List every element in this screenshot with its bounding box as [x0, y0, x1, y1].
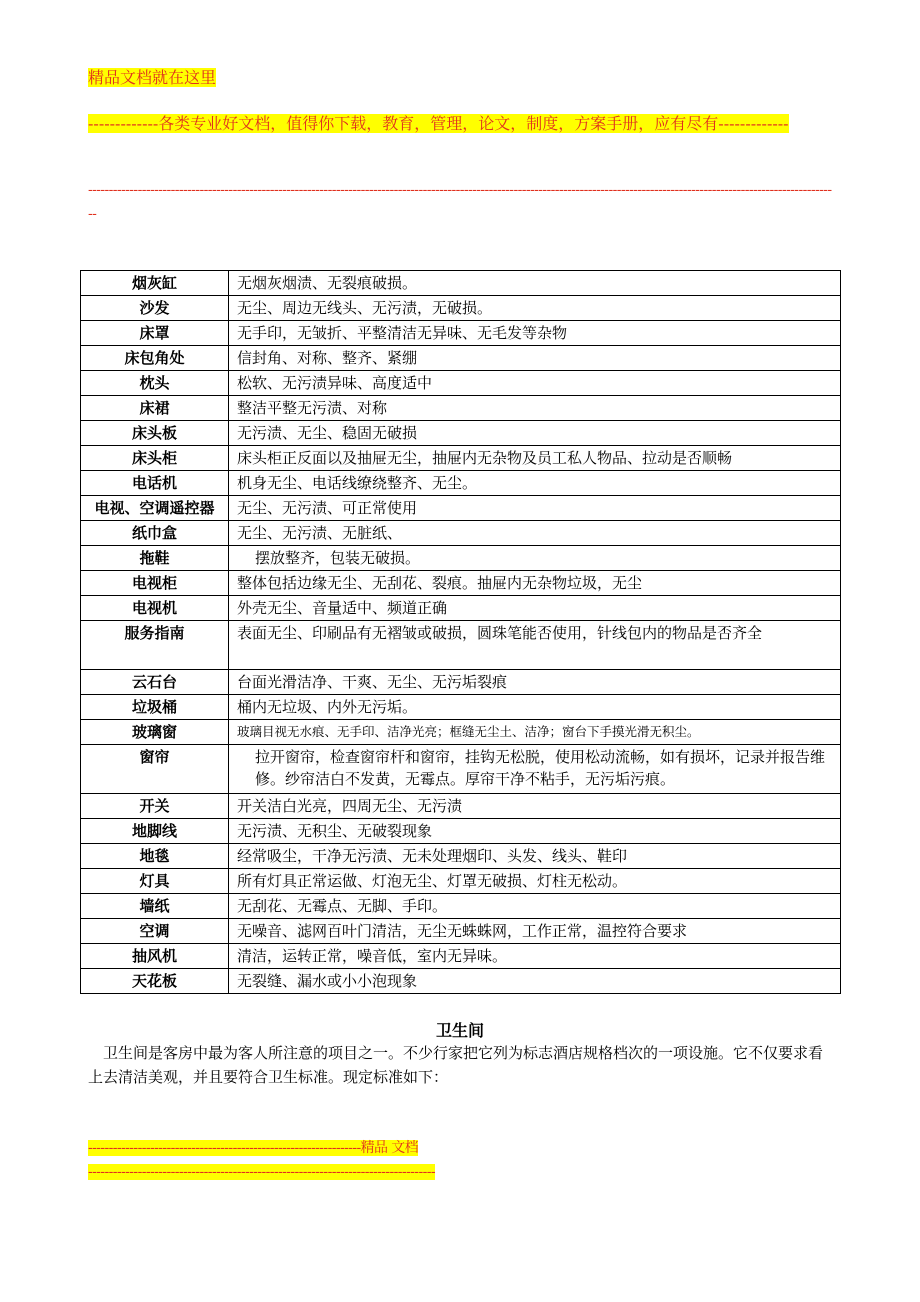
table-cell-item: 电视、空调遥控器: [81, 496, 229, 521]
table-cell-item: 窗帘: [81, 745, 229, 794]
table-row: [81, 894, 841, 919]
table-cell-standard: 床头柜正反面以及抽屉无尘，抽屉内无杂物及员工私人物品、拉动是否顺畅: [229, 446, 841, 471]
table-cell-standard: 经常吸尘，干净无污渍、无未处理烟印、头发、线头、鞋印: [229, 844, 841, 869]
table-cell-item: 抽风机: [81, 944, 229, 969]
table-cell-standard: 无尘、无污渍、无脏纸、: [229, 521, 841, 546]
table-cell-standard: 桶内无垃圾、内外无污垢。: [229, 695, 841, 720]
table-row: [81, 745, 841, 794]
table-cell-item: 枕头: [81, 371, 229, 396]
table-row: [81, 720, 841, 745]
table-cell-item: 床头柜: [81, 446, 229, 471]
table-cell-standard: 清洁，运转正常，噪音低，室内无异味。: [229, 944, 841, 969]
table-cell-standard: 所有灯具正常运做、灯泡无尘、灯罩无破损、灯柱无松动。: [229, 869, 841, 894]
table-cell-item: 电视柜: [81, 571, 229, 596]
table-row: [81, 396, 841, 421]
table-cell-item: 天花板: [81, 969, 229, 994]
table-row: [81, 919, 841, 944]
table-cell-item: 拖鞋: [81, 546, 229, 571]
table-cell-standard: 开关洁白光亮，四周无尘、无污渍: [229, 794, 841, 819]
table-cell-item: 电话机: [81, 471, 229, 496]
header-tagline-text: -------------各类专业好文档，值得你下载，教育，管理，论文，制度，方案手册，应有尽有-------------: [88, 114, 789, 133]
table-cell-standard: 无污渍、无尘、稳固无破损: [229, 421, 841, 446]
table-cell-item: 床包角处: [81, 346, 229, 371]
table-cell-item: 床头板: [81, 421, 229, 446]
table-cell-item: 空调: [81, 919, 229, 944]
table-row: [81, 271, 841, 296]
table-cell-standard: 无手印，无皱折、平整清洁无异味、无毛发等杂物: [229, 321, 841, 346]
table-cell-standard: 松软、无污渍异味、高度适中: [229, 371, 841, 396]
table-row: [81, 844, 841, 869]
table-cell-standard: 无烟灰烟渍、无裂痕破损。: [229, 271, 841, 296]
table-row: [81, 296, 841, 321]
table-cell-standard: 整洁平整无污渍、对称: [229, 396, 841, 421]
header-dash-divider: --------------------------------------------------------------------------------------------------------------------------------------------------------------------------------------: [88, 182, 832, 222]
table-cell-item: 纸巾盒: [81, 521, 229, 546]
table-cell-item: 电视机: [81, 596, 229, 621]
table-row: [81, 446, 841, 471]
table-cell-standard: 无尘、周边无线头、无污渍，无破损。: [229, 296, 841, 321]
table-row: [81, 869, 841, 894]
table-row: [81, 346, 841, 371]
table-cell-item: 玻璃窗: [81, 720, 229, 745]
table-row: [81, 571, 841, 596]
table-row: [81, 670, 841, 695]
table-row: [81, 421, 841, 446]
table-cell-standard: 机身无尘、电话线缭绕整齐、无尘。: [229, 471, 841, 496]
table-row: [81, 621, 841, 670]
footer-line-2: ------------------------------------------------------------------------------------: [88, 1164, 435, 1180]
table-row: [81, 695, 841, 720]
header-banner-title: [88, 67, 216, 89]
table-cell-item: 墙纸: [81, 894, 229, 919]
table-row: [81, 496, 841, 521]
table-cell-standard: 信封角、对称、整齐、紧绷: [229, 346, 841, 371]
table-row: [81, 819, 841, 844]
table-row: [81, 596, 841, 621]
table-row: [81, 321, 841, 346]
table-cell-standard: 外壳无尘、音量适中、频道正确: [229, 596, 841, 621]
table-cell-standard: 无尘、无污渍、可正常使用: [229, 496, 841, 521]
table-cell-item: 开关: [81, 794, 229, 819]
section-paragraph: 卫生间是客房中最为客人所注意的项目之一。不少行家把它列为标志酒店规格档次的一项设施。它不仅要求看上去清洁美观，并且要符合卫生标准。现定标准如下：: [88, 1044, 824, 1086]
table-cell-item: 服务指南: [81, 621, 229, 670]
table-cell-item: 沙发: [81, 296, 229, 321]
table-cell-standard: 无污渍、无积尘、无破裂现象: [229, 819, 841, 844]
footer-line-1: ------------------------------------------------------------------精品 文档: [88, 1140, 419, 1156]
table-cell-standard: 无噪音、滤网百叶门清洁，无尘无蛛蛛网，工作正常，温控符合要求: [229, 919, 841, 944]
table-cell-item: 床罩: [81, 321, 229, 346]
table-cell-standard: 玻璃目视无水痕、无手印、洁净光亮；框缝无尘土、洁净；窗台下手摸光滑无积尘。: [229, 720, 841, 745]
table-cell-standard: 台面光滑洁净、干爽、无尘、无污垢裂痕: [229, 670, 841, 695]
table-cell-item: 烟灰缸: [81, 271, 229, 296]
footer-banner: [88, 1136, 728, 1184]
table-row: [81, 969, 841, 994]
table-row: [81, 371, 841, 396]
table-cell-standard: 整体包括边缘无尘、无刮花、裂痕。抽屉内无杂物垃圾，无尘: [229, 571, 841, 596]
table-cell-standard: 表面无尘、印刷品有无褶皱或破损，圆珠笔能否使用，针线包内的物品是否齐全: [229, 621, 841, 670]
table-cell-item: 床裙: [81, 396, 229, 421]
table-cell-item: 地毯: [81, 844, 229, 869]
cleaning-standards-table: [80, 270, 841, 994]
table-cell-standard: 摆放整齐，包装无破损。: [229, 546, 841, 571]
table-cell-item: 灯具: [81, 869, 229, 894]
section-title: 卫生间: [435, 1021, 484, 1040]
table-row: [81, 471, 841, 496]
table-cell-item: 地脚线: [81, 819, 229, 844]
header-title-text: 精品文档就在这里: [88, 68, 217, 87]
table-row: [81, 944, 841, 969]
standards-table-body: [81, 271, 841, 994]
table-cell-item: 云石台: [81, 670, 229, 695]
table-cell-standard: 无刮花、无霉点、无脚、手印。: [229, 894, 841, 919]
table-cell-standard: 拉开窗帘，检查窗帘杆和窗帘，挂钩无松脱，使用松动流畅，如有损坏，记录并报告维修。纱帘洁白不发黄，无霉点。厚帘干净不粘手，无污垢污痕。: [229, 745, 841, 794]
table-cell-standard: 无裂缝、漏水或小小泡现象: [229, 969, 841, 994]
table-row: [81, 546, 841, 571]
table-cell-item: 垃圾桶: [81, 695, 229, 720]
table-row: [81, 794, 841, 819]
header-banner-tagline: [88, 112, 838, 136]
table-row: [81, 521, 841, 546]
